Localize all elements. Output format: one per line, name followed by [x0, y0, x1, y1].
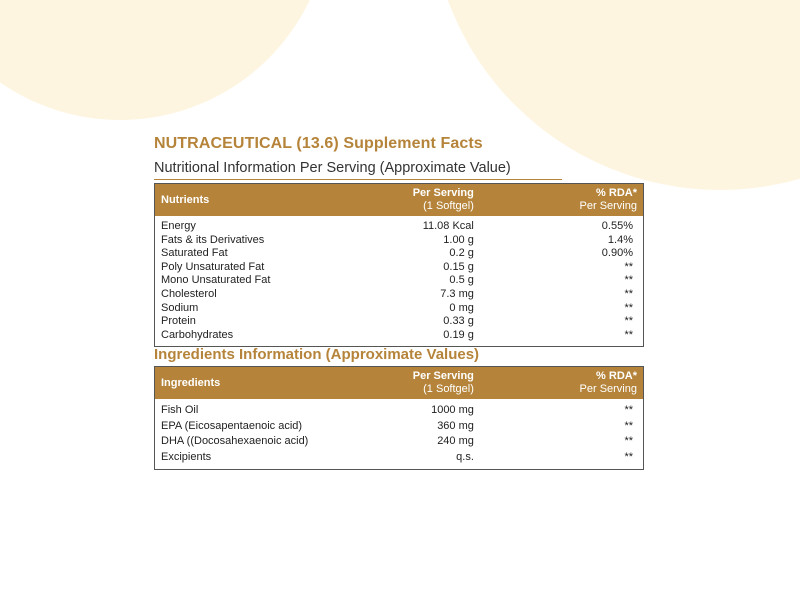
- row-rda: 0.55%: [601, 220, 633, 232]
- nutrients-col-rda-line2: Per Serving: [579, 200, 637, 212]
- nutrients-col-serving: [354, 184, 480, 217]
- row-name: Cholesterol: [161, 287, 217, 300]
- nutrient-row: [155, 329, 644, 343]
- ingredients-col-serving-line1: Per Serving: [412, 370, 474, 383]
- ingredient-row: [155, 450, 644, 466]
- row-name: Protein: [161, 315, 196, 328]
- ingredient-row: [155, 403, 644, 419]
- nutrient-row: [155, 234, 644, 248]
- nutrient-row: [155, 261, 644, 275]
- ingredients-col-serving: [354, 367, 480, 400]
- ingredients-col-rda: [480, 367, 644, 400]
- row-rda: **: [624, 404, 633, 417]
- row-name: DHA ((Docosahexaenoic acid): [161, 435, 309, 448]
- page-title: NUTRACEUTICAL (13.6) Supplement Facts: [154, 135, 483, 152]
- nutrients-header-row: [155, 184, 644, 217]
- row-value: 7.3 mg: [440, 287, 474, 300]
- nutrients-col-rda: [480, 184, 644, 217]
- ingredients-header-row: [155, 367, 644, 400]
- nutrient-row: [155, 274, 644, 288]
- ingredients-col-rda-line1: % RDA*: [596, 370, 637, 383]
- background-blob-left: [0, 0, 330, 120]
- row-value: 1.00 g: [443, 233, 474, 246]
- row-rda: **: [624, 301, 633, 314]
- row-value: 0 mg: [449, 301, 474, 314]
- ingredients-table: [154, 366, 644, 470]
- ingredients-title: Ingredients Information (Approximate Values): [154, 346, 480, 364]
- supplement-facts: [154, 134, 646, 470]
- ingredient-row: [155, 434, 644, 450]
- nutrients-body: [155, 220, 644, 347]
- row-name: Mono Unsaturated Fat: [161, 274, 271, 287]
- nutrients-col-rda-line1: % RDA*: [596, 187, 637, 199]
- row-rda: 1.4%: [607, 233, 633, 246]
- row-rda: **: [624, 328, 633, 341]
- row-name: Saturated Fat: [161, 247, 228, 260]
- ingredients-body: [155, 403, 644, 470]
- row-name: Energy: [161, 220, 196, 232]
- ingredients-col-serving-line2: (1 Softgel): [423, 383, 474, 396]
- ingredients-col-name: Ingredients: [161, 377, 221, 390]
- row-value: q.s.: [456, 450, 474, 463]
- row-value: 0.2 g: [449, 247, 474, 260]
- row-rda: **: [624, 435, 633, 448]
- nutrient-row: [155, 302, 644, 316]
- row-rda: **: [624, 450, 633, 463]
- row-name: Poly Unsaturated Fat: [161, 260, 265, 273]
- row-value: 0.33 g: [443, 315, 474, 328]
- row-value: 0.15 g: [443, 260, 474, 273]
- nutrient-row: [155, 220, 644, 234]
- row-value: 0.5 g: [449, 274, 474, 287]
- row-rda: **: [624, 315, 633, 328]
- row-rda: **: [624, 274, 633, 287]
- nutrients-col-serving-line1: Per Serving: [412, 187, 474, 199]
- row-value: 0.19 g: [443, 328, 474, 341]
- nutrient-row: [155, 315, 644, 329]
- nutrients-table: [154, 183, 644, 347]
- row-rda: 0.90%: [601, 247, 633, 260]
- row-value: 240 mg: [437, 435, 474, 448]
- row-value: 11.08 Kcal: [422, 220, 474, 232]
- nutrient-row: [155, 288, 644, 302]
- row-value: 1000 mg: [431, 404, 474, 417]
- row-rda: **: [624, 419, 633, 432]
- row-name: Carbohydrates: [161, 328, 234, 341]
- row-name: Fats & its Derivatives: [161, 233, 265, 246]
- ingredients-col-rda-line2: Per Serving: [579, 383, 637, 396]
- page-subtitle: Nutritional Information Per Serving (Approximate Value): [154, 158, 562, 180]
- nutrients-col-name: Nutrients: [161, 194, 210, 206]
- ingredient-row: [155, 419, 644, 435]
- row-name: Fish Oil: [161, 404, 199, 417]
- row-rda: **: [624, 260, 633, 273]
- nutrients-col-serving-line2: (1 Softgel): [423, 200, 474, 212]
- row-name: EPA (Eicosapentaenoic acid): [161, 419, 303, 432]
- nutrient-row: [155, 247, 644, 261]
- row-rda: **: [624, 287, 633, 300]
- row-name: Excipients: [161, 450, 212, 463]
- row-value: 360 mg: [437, 419, 474, 432]
- row-name: Sodium: [161, 301, 199, 314]
